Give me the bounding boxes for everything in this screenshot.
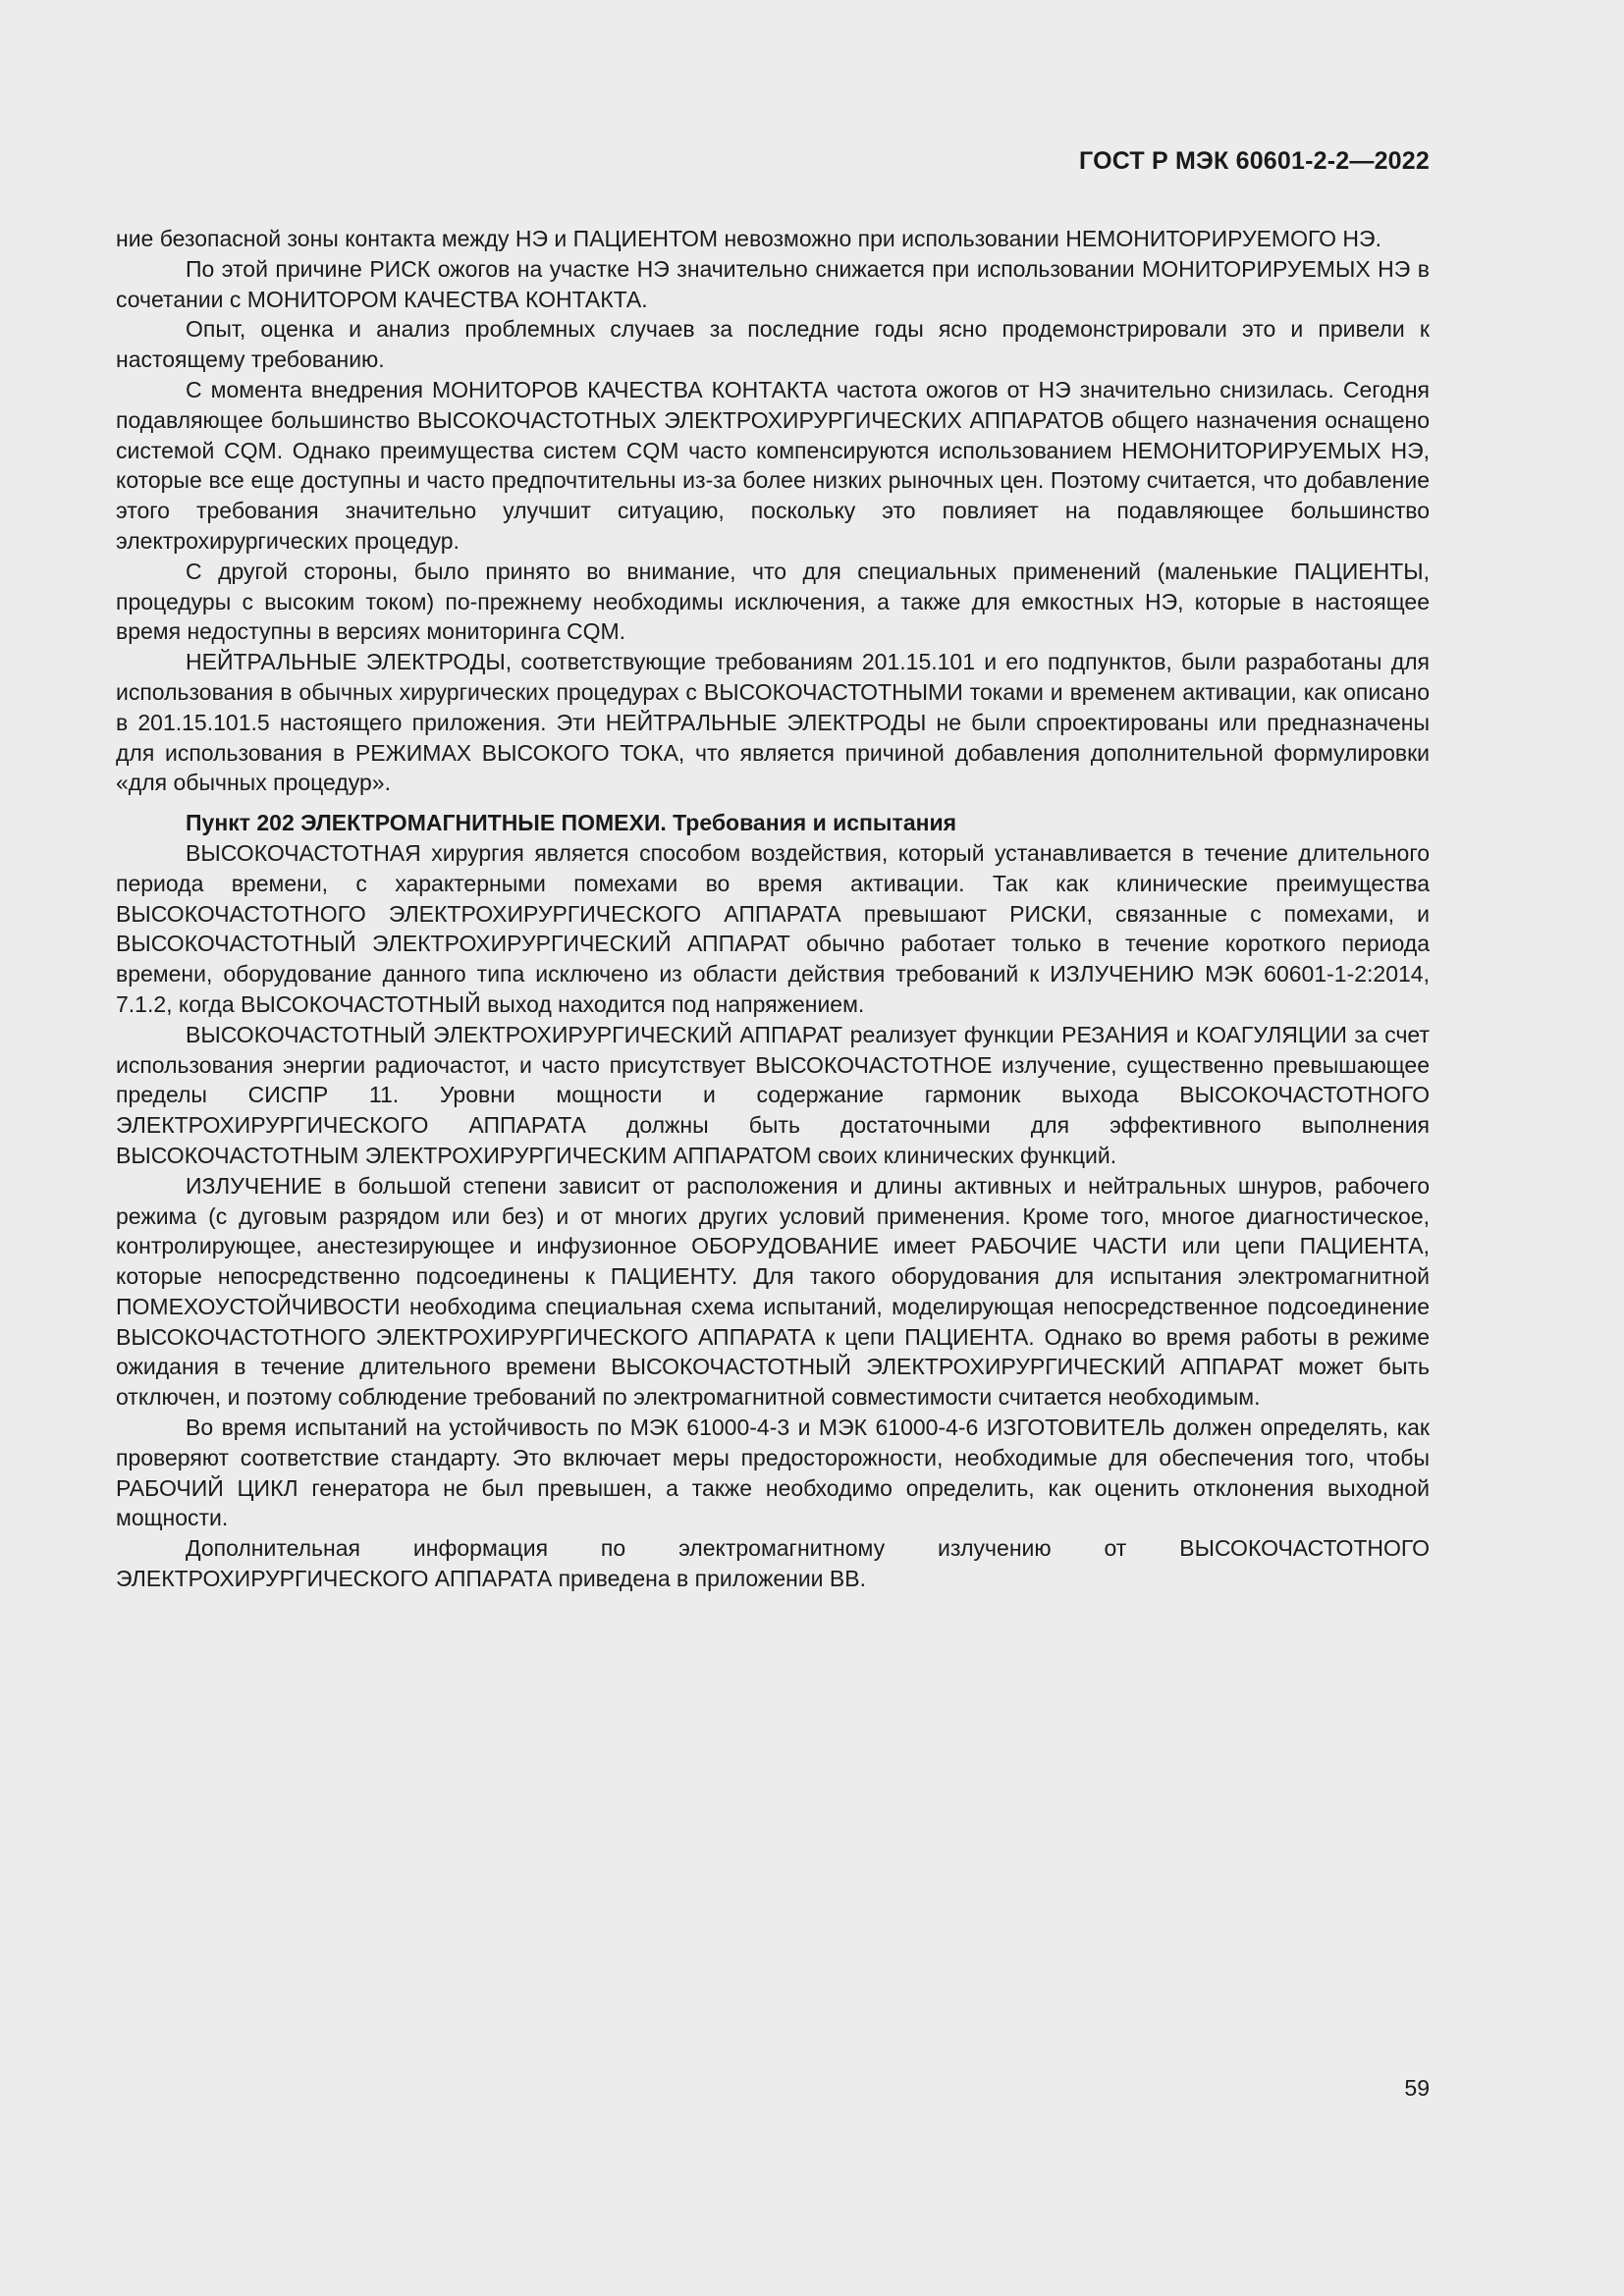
paragraph: С другой стороны, было принято во внимание, что для специальных применений (маленькие ПАЦИЕНТЫ, процедуры с высоким током) по-прежнему необходимы исключения, а также для емкостных НЭ, которые в настоящее время недоступны в версиях мониторинга CQM. <box>116 558 1430 645</box>
section-heading: Пункт 202 ЭЛЕКТРОМАГНИТНЫЕ ПОМЕХИ. Требования и испытания <box>186 810 957 836</box>
document-body <box>116 224 1430 1594</box>
document-standard-header: ГОСТ Р МЭК 60601-2-2—2022 <box>1079 147 1430 175</box>
page-number: 59 <box>1404 2075 1430 2101</box>
paragraph: НЕЙТРАЛЬНЫЕ ЭЛЕКТРОДЫ, соответствующие требованиям 201.15.101 и его подпунктов, были разработаны для использования в обычных хирургических процедурах с ВЫСОКОЧАСТОТНЫМИ токами и временем активации, как описано в 201.15.101.5 настоящего приложения. Эти НЕЙТРАЛЬНЫЕ ЭЛЕКТРОДЫ не были спроектированы или предназначены для использования в РЕЖИМАХ ВЫСОКОГО ТОКА, что является причиной добавления дополнительной формулировки «для обычных процедур». <box>116 649 1430 796</box>
paragraph: С момента внедрения МОНИТОРОВ КАЧЕСТВА КОНТАКТА частота ожогов от НЭ значительно снизилась. Сегодня подавляющее большинство ВЫСОКОЧАСТОТНЫХ ЭЛЕКТРОХИРУРГИЧЕСКИХ АППАРАТОВ общего назначения оснащено системой CQM. Однако преимущества систем CQM часто компенсируются использованием НЕМОНИТОРИРУЕМЫХ НЭ, которые все еще доступны и часто предпочтительны из-за более низких рыночных цен. Поэтому считается, что добавление этого требования значительно улучшит ситуацию, поскольку это повлияет на подавляющее большинство электрохирургических процедур. <box>116 376 1430 554</box>
paragraph: ВЫСОКОЧАСТОТНЫЙ ЭЛЕКТРОХИРУРГИЧЕСКИЙ АППАРАТ реализует функции РЕЗАНИЯ и КОАГУЛЯЦИИ за счет использования энергии радиочастот, и часто присутствует ВЫСОКОЧАСТОТНОЕ излучение, существенно превышающее пределы СИСПР 11. Уровни мощности и содержание гармоник выхода ВЫСОКОЧАСТОТНОГО ЭЛЕКТРОХИРУРГИЧЕСКОГО АППАРАТА должны быть достаточными для эффективного выполнения ВЫСОКОЧАСТОТНЫМ ЭЛЕКТРОХИРУРГИЧЕСКИМ АППАРАТОМ своих клинических функций. <box>116 1021 1430 1168</box>
paragraph: Во время испытаний на устойчивость по МЭК 61000-4-3 и МЭК 61000-4-6 ИЗГОТОВИТЕЛЬ должен определять, как проверяют соответствие стандарту. Это включает меры предосторожности, необходимые для обеспечения того, чтобы РАБОЧИЙ ЦИКЛ генератора не был превышен, а также необходимо определить, как оценить отклонения выходной мощности. <box>116 1415 1430 1531</box>
paragraph-continuation: ние безопасной зоны контакта между НЭ и ПАЦИЕНТОМ невозможно при использовании НЕМОНИТОРИРУЕМОГО НЭ. <box>116 226 1381 251</box>
paragraph: ИЗЛУЧЕНИЕ в большой степени зависит от расположения и длины активных и нейтральных шнуров, рабочего режима (с дуговым разрядом или без) и от многих других условий применения. Кроме того, многое диагностическое, контролирующее, анестезирующее и инфузионное ОБОРУДОВАНИЕ имеет РАБОЧИЕ ЧАСТИ или цепи ПАЦИЕНТА, которые непосредственно подсоединены к ПАЦИЕНТУ. Для такого оборудования для испытания электромагнитной ПОМЕХОУСТОЙЧИВОСТИ необходима специальная схема испытаний, моделирующая непосредственное подсоединение ВЫСОКОЧАСТОТНОГО ЭЛЕКТРОХИРУРГИЧЕСКОГО АППАРАТА к цепи ПАЦИЕНТА. Однако во время работы в режиме ожидания в течение длительного времени ВЫСОКОЧАСТОТНЫЙ ЭЛЕКТРОХИРУРГИЧЕСКИЙ АППАРАТ может быть отключен, и поэтому соблюдение требований по электромагнитной совместимости считается необходимым. <box>116 1172 1430 1411</box>
paragraph: По этой причине РИСК ожогов на участке НЭ значительно снижается при использовании МОНИТОРИРУЕМЫХ НЭ в сочетании с МОНИТОРОМ КАЧЕСТВА КОНТАКТА. <box>116 255 1430 312</box>
paragraph: ВЫСОКОЧАСТОТНАЯ хирургия является способом воздействия, который устанавливается в течение длительного периода времени, с характерными помехами во время активации. Так как клинические преимущества ВЫСОКОЧАСТОТНОГО ЭЛЕКТРОХИРУРГИЧЕСКОГО АППАРАТА превышают РИСКИ, связанные с помехами, и ВЫСОКОЧАСТОТНЫЙ ЭЛЕКТРОХИРУРГИЧЕСКИЙ АППАРАТ обычно работает только в течение короткого периода времени, оборудование данного типа исключено из области действия требований к ИЗЛУЧЕНИЮ МЭК 60601-1-2:2014, 7.1.2, когда ВЫСОКОЧАСТОТНЫЙ выход находится под напряжением. <box>116 839 1430 1017</box>
paragraph: Дополнительная информация по электромагнитному излучению от ВЫСОКОЧАСТОТНОГО ЭЛЕКТРОХИРУРГИЧЕСКОГО АППАРАТА приведена в приложении ВВ. <box>116 1535 1430 1592</box>
paragraph: Опыт, оценка и анализ проблемных случаев за последние годы ясно продемонстрировали это и привели к настоящему требованию. <box>116 316 1430 373</box>
